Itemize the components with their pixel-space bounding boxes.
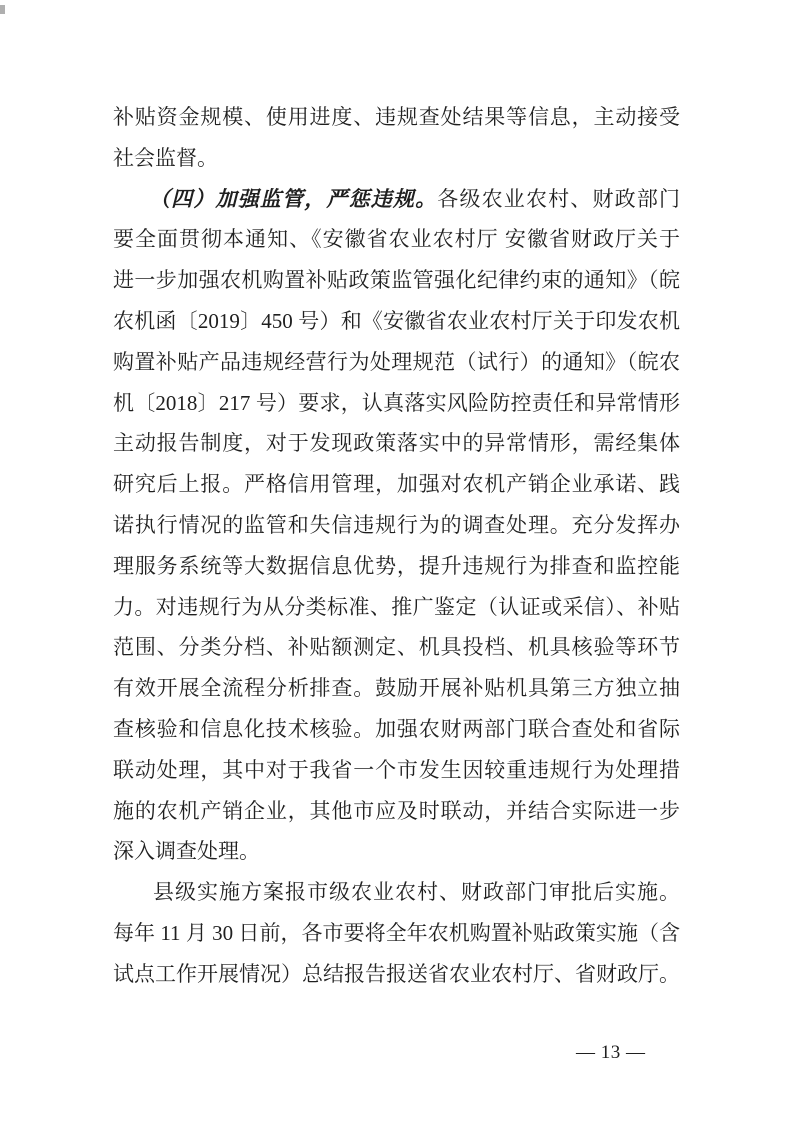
text-line: 主动报告制度，对于发现政策落实中的异常情形，需经集体	[113, 431, 680, 456]
text-line: 机〔2018〕217 号）要求，认真落实风险防控责任和异常情形	[113, 390, 680, 415]
text-line: 购置补贴产品违规经营行为处理规范（试行）的通知》（皖农	[113, 349, 680, 374]
text-line: 范围、分类分档、补贴额测定、机具投档、机具核验等环节	[113, 635, 680, 660]
text-line: 试点工作开展情况）总结报告报送省农业农村厅、省财政厅。	[113, 961, 680, 986]
text-line: 联动处理，其中对于我省一个市发生因较重违规行为处理措	[113, 757, 680, 782]
text-line: 要全面贯彻本通知、《安徽省农业农村厅 安徽省财政厅关于	[113, 227, 680, 252]
text-line: 理服务系统等大数据信息优势，提升违规行为排查和监控能	[113, 553, 680, 578]
text-line: 深入调查处理。	[113, 839, 260, 864]
text-line: 社会监督。	[113, 145, 218, 170]
text-line	[113, 179, 680, 220]
text-line: 诺执行情况的监管和失信违规行为的调查处理。充分发挥办	[113, 512, 680, 537]
text-line: 进一步加强农机购置补贴政策监管强化纪律约束的通知》（皖	[113, 268, 680, 293]
text-line: 农机函〔2019〕450 号）和《安徽省农业农村厅关于印发农机	[113, 308, 680, 333]
text-line: 每年 11 月 30 日前，各市要将全年农机购置补贴政策实施（含	[113, 920, 680, 945]
text-line: 县级实施方案报市级农业农村、财政部门审批后实施。	[153, 880, 680, 905]
page-number: — 13 —	[576, 1042, 646, 1063]
text-line: 施的农机产销企业，其他市应及时联动，并结合实际进一步	[113, 798, 680, 823]
scan-artifact	[0, 5, 5, 14]
text-line: 补贴资金规模、使用进度、违规查处结果等信息，主动接受	[113, 105, 680, 129]
text-line: 有效开展全流程分析排查。鼓励开展补贴机具第三方独立抽	[113, 676, 680, 701]
text-run: 各级农业农村、财政部门	[437, 186, 681, 211]
text-line: 查核验和信息化技术核验。加强农财两部门联合查处和省际	[113, 716, 680, 741]
section-heading: （四）加强监管，严惩违规。	[149, 186, 438, 211]
text-line: 研究后上报。严格信用管理，加强对农机产销企业承诺、践	[113, 472, 680, 497]
text-line: 力。对违规行为从分类标准、推广鉴定（认证或采信）、补贴	[113, 594, 680, 619]
body-text-block	[113, 97, 680, 995]
